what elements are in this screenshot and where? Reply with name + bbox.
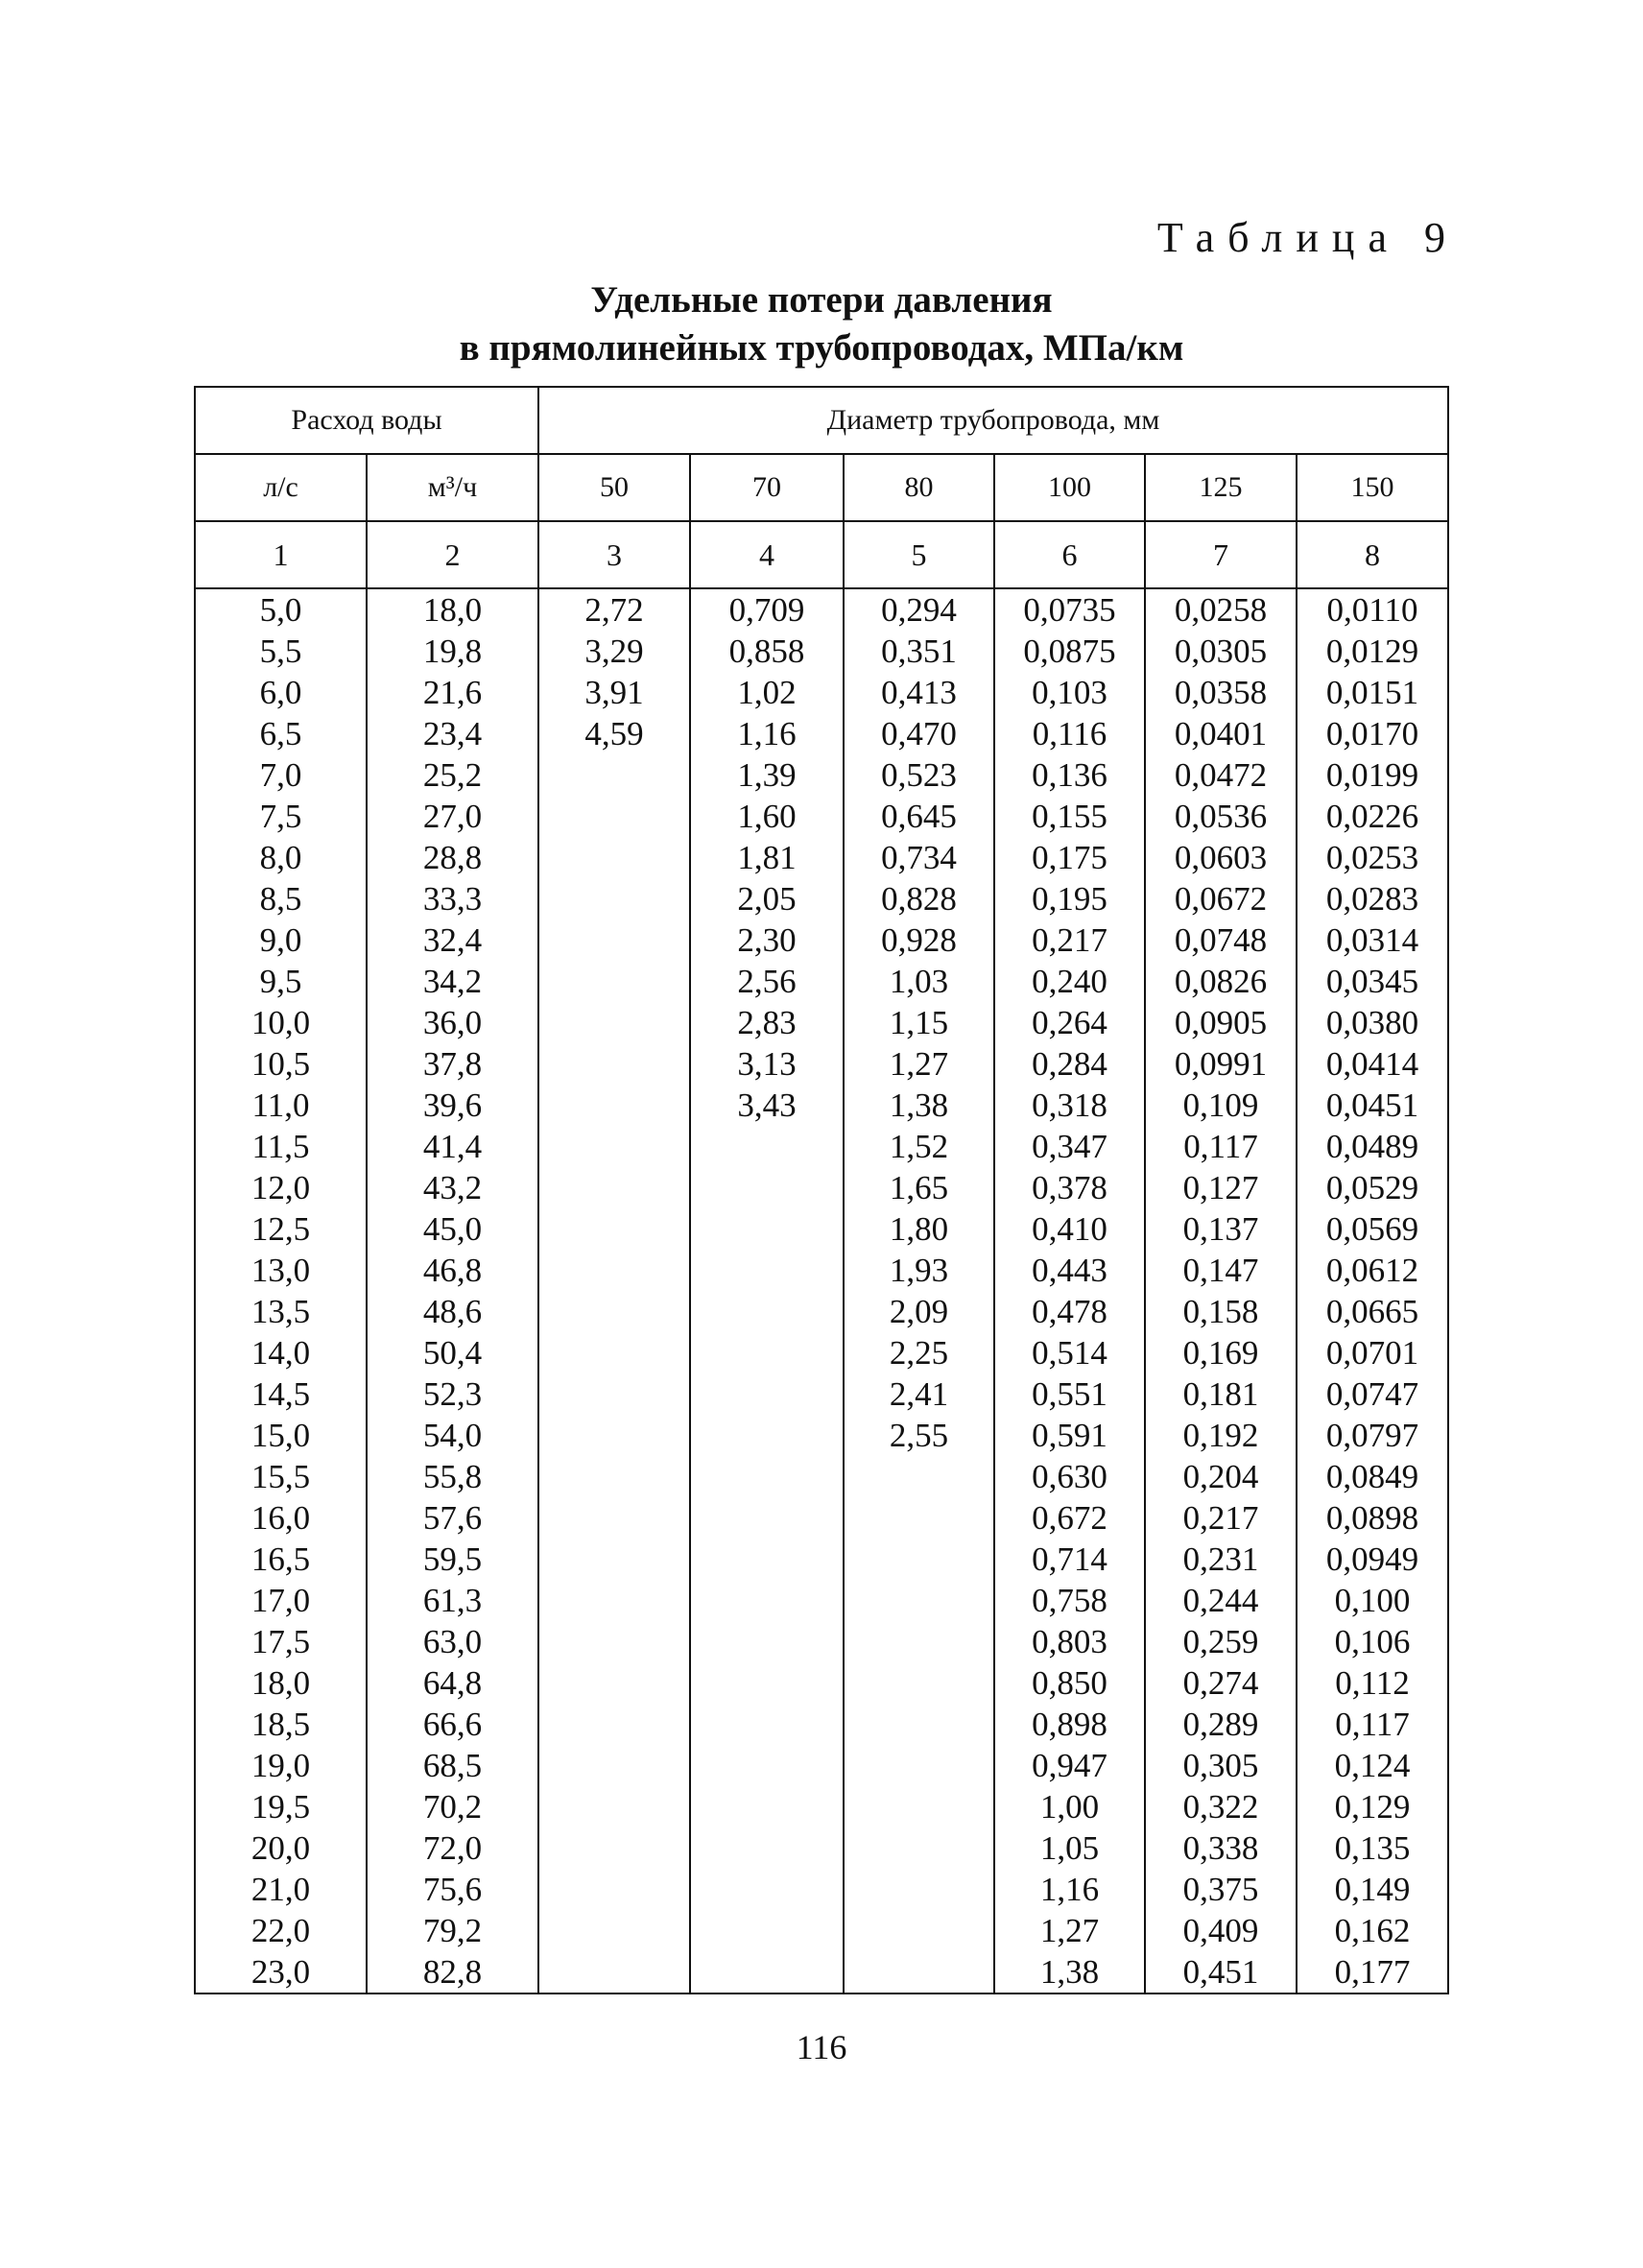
- cell-d50-2: 3,29: [584, 633, 644, 670]
- cell-d70-1: 0,709: [728, 591, 805, 629]
- cell-d150-26: 0,106: [1334, 1623, 1411, 1660]
- column-d80: [844, 588, 994, 1993]
- cell-d80-18: 2,09: [889, 1293, 949, 1330]
- column-d100: [994, 588, 1145, 1993]
- header-diameter-100: 100: [994, 454, 1145, 521]
- cell-d125-29: 0,305: [1182, 1747, 1259, 1784]
- header-row-groups: [195, 387, 1448, 454]
- cell-d80-20: 2,41: [889, 1375, 949, 1413]
- cell-d125-15: 0,127: [1182, 1169, 1259, 1206]
- cell-d150-13: 0,0451: [1325, 1086, 1419, 1124]
- cell-d150-21: 0,0797: [1325, 1417, 1419, 1454]
- cell-m3h-14: 41,4: [422, 1128, 483, 1165]
- header-unit-m3h: м³/ч: [367, 454, 538, 521]
- cell-d125-16: 0,137: [1182, 1210, 1259, 1248]
- cell-d125-18: 0,158: [1182, 1293, 1259, 1330]
- cell-ls-31: 20,0: [250, 1829, 311, 1867]
- header-diameter-125: 125: [1145, 454, 1297, 521]
- cell-d125-34: 0,451: [1182, 1953, 1259, 1991]
- title-line-1: Удельные потери давления: [590, 279, 1053, 321]
- cell-d150-27: 0,112: [1335, 1664, 1410, 1702]
- cell-d80-13: 1,38: [889, 1086, 949, 1124]
- cell-m3h-33: 79,2: [422, 1912, 483, 1949]
- cell-d50-4: 4,59: [584, 715, 644, 752]
- cell-d100-14: 0,347: [1032, 1128, 1107, 1165]
- cell-d100-26: 0,803: [1032, 1623, 1107, 1660]
- cell-d150-15: 0,0529: [1325, 1169, 1419, 1206]
- cell-ls-21: 15,0: [250, 1417, 311, 1454]
- cell-d100-13: 0,318: [1032, 1086, 1107, 1124]
- cell-ls-24: 16,5: [250, 1540, 311, 1578]
- cell-d80-17: 1,93: [889, 1252, 949, 1289]
- cell-ls-23: 16,0: [250, 1499, 311, 1537]
- cell-d150-24: 0,0949: [1325, 1540, 1419, 1578]
- cell-d125-21: 0,192: [1182, 1417, 1259, 1454]
- cell-d100-29: 0,947: [1032, 1747, 1107, 1784]
- cell-d80-14: 1,52: [889, 1128, 949, 1165]
- cell-d125-4: 0,0401: [1174, 715, 1268, 752]
- cell-d150-22: 0,0849: [1325, 1458, 1419, 1495]
- cell-d125-8: 0,0672: [1174, 880, 1268, 918]
- cell-d100-27: 0,850: [1032, 1664, 1107, 1702]
- cell-d70-2: 0,858: [728, 633, 805, 670]
- cell-d150-33: 0,162: [1334, 1912, 1411, 1949]
- cell-d70-6: 1,60: [737, 798, 797, 835]
- cell-d125-19: 0,169: [1182, 1334, 1259, 1372]
- column-number-2: 2: [367, 521, 538, 588]
- cell-m3h-6: 27,0: [422, 798, 483, 835]
- cell-d125-14: 0,117: [1183, 1128, 1258, 1165]
- cell-ls-6: 7,5: [259, 798, 302, 835]
- cell-d150-28: 0,117: [1335, 1706, 1410, 1743]
- cell-d100-28: 0,898: [1032, 1706, 1107, 1743]
- cell-d100-9: 0,217: [1032, 921, 1107, 959]
- cell-d50-1: 2,72: [584, 591, 644, 629]
- cell-d150-20: 0,0747: [1325, 1375, 1419, 1413]
- cell-d80-19: 2,25: [889, 1334, 949, 1372]
- cell-d125-2: 0,0305: [1174, 633, 1268, 670]
- cell-d150-17: 0,0612: [1325, 1252, 1419, 1289]
- cell-d150-9: 0,0314: [1325, 921, 1419, 959]
- cell-m3h-28: 66,6: [422, 1706, 483, 1743]
- cell-d80-6: 0,645: [881, 798, 957, 835]
- cell-ls-17: 13,0: [250, 1252, 311, 1289]
- cell-m3h-22: 55,8: [422, 1458, 483, 1495]
- cell-d70-10: 2,56: [737, 963, 797, 1000]
- cell-d150-11: 0,0380: [1325, 1004, 1419, 1041]
- page-number: 116: [796, 2028, 847, 2066]
- cell-m3h-8: 33,3: [422, 880, 483, 918]
- cell-ls-12: 10,5: [250, 1045, 311, 1083]
- cell-d100-33: 1,27: [1039, 1912, 1100, 1949]
- cell-d100-25: 0,758: [1032, 1582, 1107, 1619]
- cell-d125-30: 0,322: [1182, 1788, 1259, 1826]
- cell-m3h-10: 34,2: [422, 963, 483, 1000]
- cell-d150-23: 0,0898: [1325, 1499, 1419, 1537]
- column-number-7: 7: [1145, 521, 1297, 588]
- cell-d150-6: 0,0226: [1325, 798, 1419, 835]
- cell-d150-19: 0,0701: [1325, 1334, 1419, 1372]
- cell-d100-6: 0,155: [1032, 798, 1107, 835]
- cell-d150-4: 0,0170: [1325, 715, 1419, 752]
- cell-d125-32: 0,375: [1182, 1871, 1259, 1908]
- cell-d100-19: 0,514: [1032, 1334, 1107, 1372]
- column-number-5: 5: [844, 521, 994, 588]
- cell-ls-28: 18,5: [250, 1706, 311, 1743]
- cell-d125-13: 0,109: [1182, 1086, 1259, 1124]
- cell-d125-23: 0,217: [1182, 1499, 1259, 1537]
- cell-ls-19: 14,0: [250, 1334, 311, 1372]
- cell-ls-15: 12,0: [250, 1169, 311, 1206]
- cell-m3h-29: 68,5: [422, 1747, 483, 1784]
- cell-d100-21: 0,591: [1032, 1417, 1107, 1454]
- cell-d125-6: 0,0536: [1174, 798, 1268, 835]
- cell-d100-23: 0,672: [1032, 1499, 1107, 1537]
- column-number-3: 3: [538, 521, 690, 588]
- cell-d150-34: 0,177: [1334, 1953, 1411, 1991]
- cell-d100-16: 0,410: [1032, 1210, 1107, 1248]
- cell-d125-22: 0,204: [1182, 1458, 1259, 1495]
- cell-d125-7: 0,0603: [1174, 839, 1268, 876]
- cell-ls-25: 17,0: [250, 1582, 311, 1619]
- cell-d150-14: 0,0489: [1325, 1128, 1419, 1165]
- cell-m3h-13: 39,6: [422, 1086, 483, 1124]
- table-label: Таблица 9: [1156, 214, 1459, 261]
- cell-d125-12: 0,0991: [1174, 1045, 1268, 1083]
- column-d50: [538, 588, 690, 1993]
- cell-d100-3: 0,103: [1032, 674, 1107, 711]
- cell-d100-11: 0,264: [1032, 1004, 1107, 1041]
- column-d150: [1297, 588, 1448, 1993]
- header-diameter: Диаметр трубопровода, мм: [538, 387, 1448, 454]
- cell-d70-9: 2,30: [737, 921, 797, 959]
- cell-ls-5: 7,0: [259, 756, 302, 794]
- column-d125: [1145, 588, 1297, 1993]
- cell-d100-22: 0,630: [1032, 1458, 1107, 1495]
- cell-d100-31: 1,05: [1039, 1829, 1100, 1867]
- header-row-units: [195, 454, 1448, 521]
- cell-m3h-11: 36,0: [422, 1004, 483, 1041]
- cell-d100-24: 0,714: [1032, 1540, 1107, 1578]
- cell-d50-3: 3,91: [584, 674, 644, 711]
- cell-d150-7: 0,0253: [1325, 839, 1419, 876]
- table-body-row: [195, 588, 1448, 1993]
- cell-d70-8: 2,05: [737, 880, 797, 918]
- cell-d80-7: 0,734: [881, 839, 957, 876]
- cell-d100-1: 0,0735: [1023, 591, 1116, 629]
- cell-d100-32: 1,16: [1039, 1871, 1100, 1908]
- cell-m3h-4: 23,4: [422, 715, 483, 752]
- cell-m3h-34: 82,8: [422, 1953, 483, 1991]
- cell-m3h-21: 54,0: [422, 1417, 483, 1454]
- cell-ls-13: 11,0: [251, 1086, 310, 1124]
- cell-d150-32: 0,149: [1334, 1871, 1411, 1908]
- cell-ls-8: 8,5: [259, 880, 302, 918]
- cell-ls-16: 12,5: [250, 1210, 311, 1248]
- cell-d100-12: 0,284: [1032, 1045, 1107, 1083]
- cell-d100-10: 0,240: [1032, 963, 1107, 1000]
- cell-d125-27: 0,274: [1182, 1664, 1259, 1702]
- column-number-6: 6: [994, 521, 1145, 588]
- cell-m3h-2: 19,8: [422, 633, 483, 670]
- title-line-2: в прямолинейных трубопроводах, МПа/км: [459, 327, 1184, 369]
- cell-d80-1: 0,294: [881, 591, 957, 629]
- cell-d150-3: 0,0151: [1325, 674, 1419, 711]
- cell-d100-5: 0,136: [1032, 756, 1107, 794]
- cell-d80-12: 1,27: [889, 1045, 949, 1083]
- cell-d150-30: 0,129: [1334, 1788, 1411, 1826]
- cell-d70-11: 2,83: [737, 1004, 797, 1041]
- cell-ls-18: 13,5: [250, 1293, 311, 1330]
- cell-ls-34: 23,0: [250, 1953, 311, 1991]
- cell-d70-4: 1,16: [737, 715, 797, 752]
- cell-d150-5: 0,0199: [1325, 756, 1419, 794]
- cell-d80-2: 0,351: [881, 633, 957, 670]
- cell-d100-2: 0,0875: [1023, 633, 1116, 670]
- cell-ls-7: 8,0: [259, 839, 302, 876]
- cell-d125-9: 0,0748: [1174, 921, 1268, 959]
- header-diameter-50: 50: [538, 454, 690, 521]
- cell-m3h-18: 48,6: [422, 1293, 483, 1330]
- cell-d80-5: 0,523: [881, 756, 957, 794]
- column-number-1: 1: [195, 521, 367, 588]
- cell-ls-22: 15,5: [250, 1458, 311, 1495]
- cell-d100-4: 0,116: [1032, 715, 1107, 752]
- cell-m3h-31: 72,0: [422, 1829, 483, 1867]
- column-flow-ls: [195, 588, 367, 1993]
- cell-d125-24: 0,231: [1182, 1540, 1259, 1578]
- cell-d80-15: 1,65: [889, 1169, 949, 1206]
- cell-d80-16: 1,80: [889, 1210, 949, 1248]
- cell-ls-32: 21,0: [250, 1871, 311, 1908]
- cell-m3h-23: 57,6: [422, 1499, 483, 1537]
- cell-m3h-7: 28,8: [422, 839, 483, 876]
- cell-d70-5: 1,39: [737, 756, 797, 794]
- cell-d80-10: 1,03: [889, 963, 949, 1000]
- cell-d125-5: 0,0472: [1174, 756, 1268, 794]
- cell-d100-15: 0,378: [1032, 1169, 1107, 1206]
- cell-ls-20: 14,5: [250, 1375, 311, 1413]
- cell-m3h-26: 63,0: [422, 1623, 483, 1660]
- column-flow-m3h: [367, 588, 538, 1993]
- cell-m3h-16: 45,0: [422, 1210, 483, 1248]
- cell-d125-10: 0,0826: [1174, 963, 1268, 1000]
- cell-ls-29: 19,0: [250, 1747, 311, 1784]
- cell-d150-16: 0,0569: [1325, 1210, 1419, 1248]
- cell-m3h-25: 61,3: [422, 1582, 483, 1619]
- header-diameter-150: 150: [1297, 454, 1448, 521]
- cell-m3h-1: 18,0: [422, 591, 483, 629]
- cell-m3h-3: 21,6: [422, 674, 483, 711]
- cell-d100-7: 0,175: [1032, 839, 1107, 876]
- cell-ls-11: 10,0: [250, 1004, 311, 1041]
- cell-m3h-19: 50,4: [422, 1334, 483, 1372]
- cell-d80-3: 0,413: [881, 674, 957, 711]
- cell-d70-12: 3,13: [737, 1045, 797, 1083]
- cell-m3h-27: 64,8: [422, 1664, 483, 1702]
- cell-d100-20: 0,551: [1032, 1375, 1107, 1413]
- cell-d150-12: 0,0414: [1325, 1045, 1419, 1083]
- cell-d125-28: 0,289: [1182, 1706, 1259, 1743]
- cell-d125-3: 0,0358: [1174, 674, 1268, 711]
- cell-d100-30: 1,00: [1039, 1788, 1100, 1826]
- cell-d125-11: 0,0905: [1174, 1004, 1268, 1041]
- column-number-4: 4: [690, 521, 844, 588]
- cell-d100-17: 0,443: [1032, 1252, 1107, 1289]
- cell-ls-33: 22,0: [250, 1912, 311, 1949]
- cell-d70-7: 1,81: [737, 839, 797, 876]
- cell-ls-27: 18,0: [250, 1664, 311, 1702]
- cell-d80-4: 0,470: [881, 715, 957, 752]
- cell-d70-13: 3,43: [737, 1086, 797, 1124]
- header-unit-ls: л/с: [195, 454, 367, 521]
- cell-ls-1: 5,0: [259, 591, 302, 629]
- cell-d80-8: 0,828: [881, 880, 957, 918]
- cell-ls-30: 19,5: [250, 1788, 311, 1826]
- cell-d150-31: 0,135: [1334, 1829, 1411, 1867]
- cell-d150-8: 0,0283: [1325, 880, 1419, 918]
- cell-d80-21: 2,55: [889, 1417, 949, 1454]
- cell-d150-1: 0,0110: [1326, 591, 1418, 629]
- cell-ls-14: 11,5: [251, 1128, 310, 1165]
- cell-d100-8: 0,195: [1032, 880, 1107, 918]
- cell-ls-10: 9,5: [259, 963, 302, 1000]
- header-diameter-70: 70: [690, 454, 844, 521]
- cell-d150-10: 0,0345: [1325, 963, 1419, 1000]
- header-diameter-80: 80: [844, 454, 994, 521]
- header-row-numbers: [195, 521, 1448, 588]
- cell-d150-25: 0,100: [1334, 1582, 1411, 1619]
- cell-m3h-9: 32,4: [422, 921, 483, 959]
- column-number-8: 8: [1297, 521, 1448, 588]
- cell-d125-25: 0,244: [1182, 1582, 1259, 1619]
- cell-d150-29: 0,124: [1334, 1747, 1411, 1784]
- cell-ls-26: 17,5: [250, 1623, 311, 1660]
- cell-d80-9: 0,928: [881, 921, 957, 959]
- cell-ls-2: 5,5: [259, 633, 302, 670]
- cell-ls-4: 6,5: [259, 715, 302, 752]
- cell-m3h-32: 75,6: [422, 1871, 483, 1908]
- cell-d100-18: 0,478: [1032, 1293, 1107, 1330]
- column-d70: [690, 588, 844, 1993]
- cell-d80-11: 1,15: [889, 1004, 949, 1041]
- cell-d125-20: 0,181: [1182, 1375, 1259, 1413]
- cell-d150-18: 0,0665: [1325, 1293, 1419, 1330]
- cell-d150-2: 0,0129: [1325, 633, 1419, 670]
- cell-d125-33: 0,409: [1182, 1912, 1259, 1949]
- cell-m3h-15: 43,2: [422, 1169, 483, 1206]
- pressure-loss-table: [194, 386, 1449, 1994]
- cell-d125-26: 0,259: [1182, 1623, 1259, 1660]
- cell-ls-9: 9,0: [259, 921, 302, 959]
- header-water-flow: Расход воды: [195, 387, 538, 454]
- cell-m3h-5: 25,2: [422, 756, 483, 794]
- cell-d100-34: 1,38: [1039, 1953, 1100, 1991]
- table-title: [0, 276, 1643, 372]
- cell-d70-3: 1,02: [737, 674, 797, 711]
- cell-ls-3: 6,0: [259, 674, 302, 711]
- cell-m3h-30: 70,2: [422, 1788, 483, 1826]
- cell-m3h-12: 37,8: [422, 1045, 483, 1083]
- cell-d125-1: 0,0258: [1174, 591, 1268, 629]
- cell-m3h-17: 46,8: [422, 1252, 483, 1289]
- cell-m3h-24: 59,5: [422, 1540, 483, 1578]
- cell-d125-17: 0,147: [1182, 1252, 1259, 1289]
- cell-d125-31: 0,338: [1182, 1829, 1259, 1867]
- cell-m3h-20: 52,3: [422, 1375, 483, 1413]
